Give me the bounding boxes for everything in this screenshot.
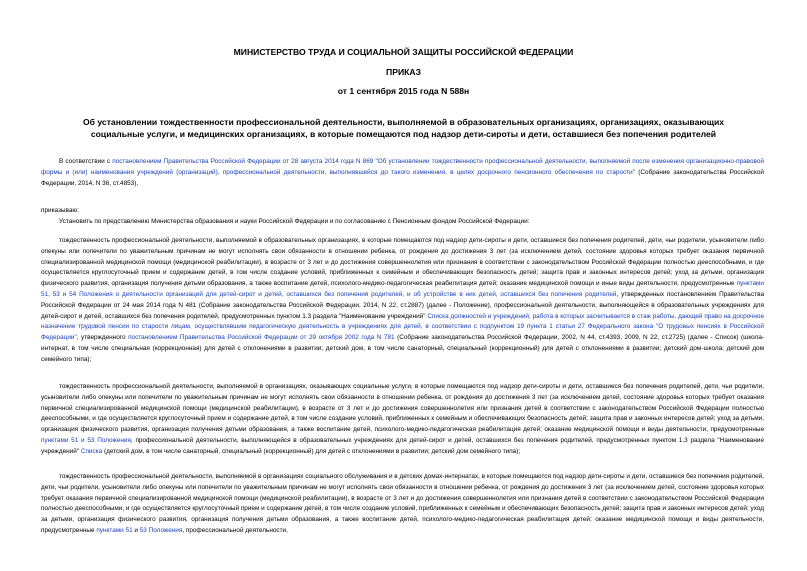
item-3-paragraph — [41, 472, 764, 537]
item-1-text-3: , утвержденного — [76, 334, 129, 342]
item-2-paragraph — [41, 382, 764, 458]
list-link[interactable]: Списка — [80, 447, 103, 455]
item-3-text-3: , профессиональной деятельности, — [182, 526, 288, 534]
item-1-text-2: , утвержденных постановлением Правительства Российской Федерации от 24 мая 2014 года N 481 (Собрание законодательства Российской Федерации, 2014, N 22, ст.2887) (далее - Положение), профессиональной деятельности, выполняющейся в образовательных учреждениях для детей-сирот и детей, оставшихся без попечения родителей, предусмотренных пунктом 1.3 раздела "Наименование учреждений" — [41, 290, 764, 320]
establish-text: Установить по представлению Министерства образования и науки Российской Федерации и по согласованию с Пенсионным фондом Российской Федерации: — [59, 218, 530, 225]
prikazyvayu-text: приказываю: — [41, 207, 79, 214]
preamble-text-1: В соответствии с — [59, 158, 113, 165]
regulation-points-51-53-54-link[interactable]: пунктами 51, 53 и 54 Положения о деятельности организаций для детей-сирот и детей, оставшихся без попечения родителей, и об устройстве в них детей, оставшихся без попечения родителей — [41, 280, 764, 298]
document-title: Об установлении тождественности профессиональной деятельности, выполняемой в образовательных организациях, организациях, оказывающих социальные услуги, и медицинских организациях, в которые помещаются под надзор дети-сироты и дети, оставшиеся без попечения родителей — [82, 117, 725, 139]
preamble-paragraph — [41, 157, 764, 189]
doc-type-heading: ПРИКАЗ — [386, 67, 421, 77]
decree-781-link[interactable]: постановлением Правительства Российской Федерации от 29 октября 2002 года N 781 — [128, 334, 395, 342]
item-2-text-3: (детский дом, в том числе санаторный, специальный (коррекционный) для детей с отклонениями в развитии; детский дом семейного типа); — [102, 447, 521, 455]
preamble-text-2: (Собрание законодательства Российской Федерации, 2014, N 36, ст.4853), — [41, 168, 764, 187]
regulation-points-51-53-link[interactable]: пунктами 51 и 53 Положения — [41, 436, 131, 444]
points-51-link[interactable]: пунктами 51 — [96, 526, 133, 534]
item-3-text-2: и — [132, 526, 140, 534]
decree-869-link[interactable]: постановлением Правительства Российской Федерации от 28 августа 2014 года N 869 "Об установлении тождественности профессиональной деятельности, выполняемой после изменения организационно-правовой формы и (или) наименования учреждений (организаций), профессиональной деятельности, выполнявшейся до такого изменения, в целях досрочного пенсионного обеспечения по старости" — [41, 158, 765, 176]
item-2-text-1: тождественность профессиональной деятельности, выполняемой в организациях, оказывающих социальные услуги, в которые помещаются под надзор дети-сироты и дети, оставшиеся без попечения родителей, дети, чьи родители, усыновители либо опекуны или попечители по уважительным причинам не могут исполнять свои обязанности в отношении ребенка, от рождения до достижения 3 лет (за исключением детей, состояние здоровья которых требует оказания первичной специализированной медицинской помощи (медицинской реабилитации), в возрасте от 3 лет и до достижения совершеннолетия или признания детей в соответствии с законодательством Российской Федерации полностью дееспособными, и где осуществляется круглосуточный прием и содержание детей, в том числе создание условий, приближенных к семейным и обеспечивающих безопасность детей; защита прав и законных интересов детей; уход за детьми, организация физического развития, организация получения детьми образования, а также воспитание детей, психолого-медико-педагогическая реабилитация детей; оказание медицинской помощи и виды деятельности, предусмотренные — [41, 383, 764, 434]
item-1-paragraph — [41, 236, 764, 366]
item-2-text-2: , профессиональной деятельности, выполняющейся в образовательных учреждениях для детей-сирот и детей, оставшихся без попечения родителей, предусмотренных пунктом 1.3 раздела "Наименование учреждений" — [41, 436, 764, 455]
ministry-heading: МИНИСТЕРСТВО ТРУДА И СОЦИАЛЬНОЙ ЗАЩИТЫ РОССИЙСКОЙ ФЕДЕРАЦИИ — [233, 47, 574, 57]
point-53-regulation-link[interactable]: 53 Положения — [139, 526, 183, 534]
date-number-heading: от 1 сентября 2015 года N 588н — [337, 86, 470, 96]
item-1-text-1: тождественность профессиональной деятельности, выполняемой в образовательных организациях, в которые помещаются под надзор дети-сироты и дети, оставшиеся без попечения родителей, дети, чьи родители, усыновители либо опекуны или попечители по уважительным причинам не могут исполнять свои обязанности в отношении ребенка, от рождения до достижения 3 лет (за исключением детей, состояние здоровья которых требует оказания первичной специализированной медицинской помощи (медицинской реабилитации), в возрасте от 3 лет и до достижения совершеннолетия или признания в соответствии с законодательством Российской Федерации полностью дееспособными, и где осуществляется круглосуточный прием и содержание детей, в том числе создание условий, приближенных к семейным и обеспечивающих безопасность детей; защита прав и законных интересов детей; уход за детьми, организация физического развития, организация получения детьми образования, а также воспитание детей, психолого-медико-педагогическая реабилитация детей; оказание медицинской помощи и иные виды деятельности, предусмотренные — [41, 237, 764, 288]
positions-list-link[interactable]: Списка должностей и учреждений, работа в которых засчитывается в стаж работы, дающей право на досрочное назначение трудовой пенсии по старости лицам, осуществлявшим педагогическую деятельность в учреждениях для детей, в соответствии с подпунктом 19 пункта 1 статьи 27 Федерального закона "О трудовых пенсиях в Российской Федерации" — [41, 312, 764, 342]
item-3-text-1: тождественность профессиональной деятельности, выполняемой в организациях социального обслуживания и в детских домах-интернатах, в которые помещаются под надзор дети-сироты и дети, оставшиеся без попечения родителей, дети, чьи родители, усыновители либо опекуны или попечители по уважительным причинам не могут исполнять свои обязанности в отношении ребенка, от рождения до достижения 3 лет (за исключением детей, состояние здоровья которых требует оказания первичной специализированной медицинской помощи (медицинской реабилитации), в возрасте от 3 лет и до достижения совершеннолетия или признания детей в соответствии с законодательством Российской Федерации полностью дееспособными, и где осуществляется круглосуточный прием и содержание детей, в том числе создание условий, приближенных к семейным и обеспечивающих безопасность детей; защита прав и законных интересов детей; уход за детьми, организация физического развития, организация получения детьми образования, а также воспитание детей, психолого-медико-педагогическая реабилитация детей; оказание медицинской помощи и виды деятельности, предусмотренные — [41, 473, 764, 534]
item-1-text-4: (Собрание законодательства Российской Федерации, 2002, N 44, ст.4393, 2009, N 22, ст.2725) (далее - Список) (школа-интернат, в том числе специальная (коррекционная) для детей с отклонениями в развитии; детский дом, в том числе санаторный, специальный (коррекционный) для детей с отклонениями в развитии; детский дом-школа; детский дом семейного типа); — [41, 334, 765, 363]
